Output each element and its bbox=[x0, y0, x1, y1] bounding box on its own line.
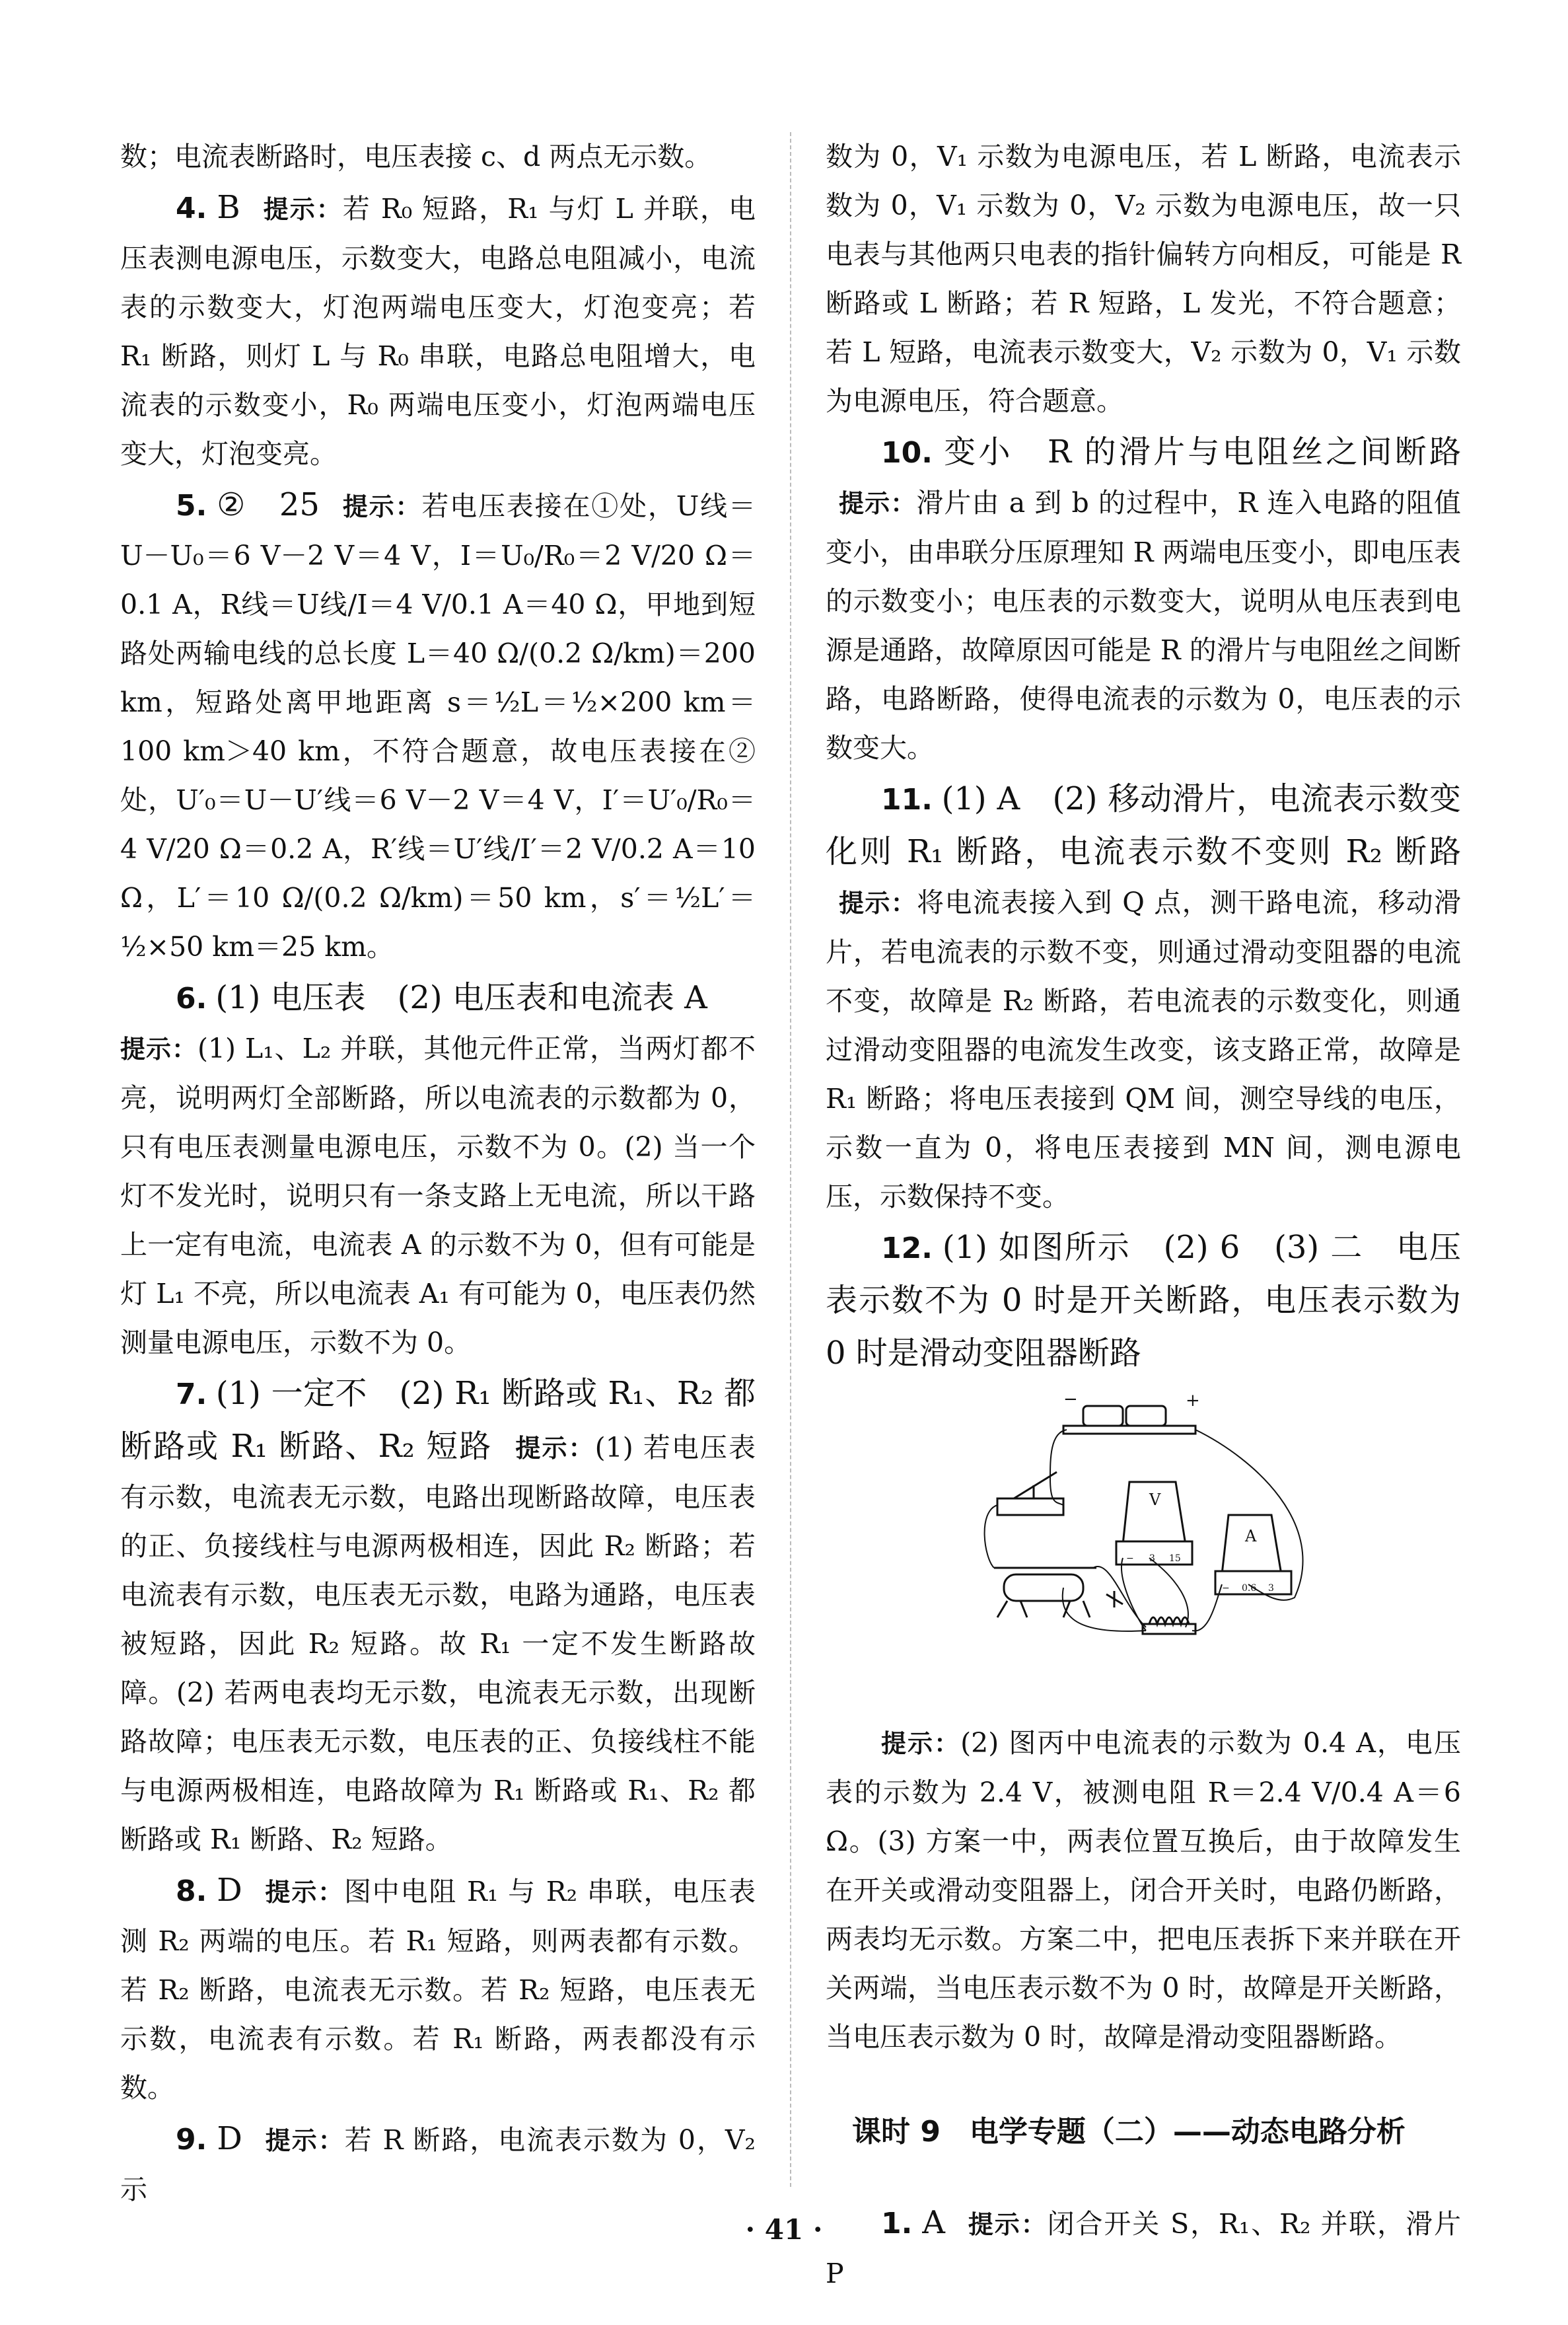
answer-item-4 bbox=[120, 181, 756, 478]
item-number: 6. bbox=[176, 982, 207, 1015]
hint-text: 若 R 断路，电流表示数为 0，V₂ 示 bbox=[120, 2124, 756, 2205]
hint-label: 提示： bbox=[120, 1035, 197, 1064]
item-number: 1. bbox=[881, 2207, 913, 2240]
answer-item-10 bbox=[826, 425, 1461, 772]
hint-label: 提示： bbox=[839, 889, 917, 918]
terminal-label: 0.6 bbox=[1242, 1583, 1257, 1594]
hint-text: 若 R₀ 短路，R₁ 与灯 L 并联，电压表测电源电压，示数变大，电路总电阻减小，电流表的示数变大，灯泡两端电压变大，灯泡变亮；若 R₁ 断路，则灯 L 与 R₀ 串联，电路总电阻增大，电流表的示数变小，R₀ 两端电压变小，灯泡两端电压变大，灯泡变亮。 bbox=[120, 193, 756, 470]
answer: ② 25 bbox=[217, 486, 320, 523]
answer-item-9 bbox=[120, 2112, 756, 2214]
continuation-text: 数为 0，V₁ 示数为电源电压，若 L 断路，电流表示数为 0，V₁ 示数为 0，V₂ 示数为电源电压，故一只电表与其他两只电表的指针偏转方向相反，可能是 R 断路或 L 断路；若 R 短路，L 发光，不符合题意；若 L 短路，电流表示数变大，V₂ 示数为 0，V₁ 示数为电源电压，符合题意。 bbox=[826, 141, 1461, 417]
ammeter bbox=[1215, 1515, 1291, 1594]
hint-label: 提示： bbox=[839, 489, 917, 518]
hint-label: 提示： bbox=[265, 2126, 345, 2155]
battery-plus-label: + bbox=[1186, 1391, 1200, 1411]
battery-box bbox=[1063, 1389, 1200, 1434]
hint-text: 图中电阻 R₁ 与 R₂ 串联，电压表测 R₂ 两端的电压。若 R₁ 短路，则两表都有示数。若 R₂ 断路，电流表无示数。若 R₂ 短路，电压表无示数，电流表有示数。若 R₁ 断路，两表都没有示数。 bbox=[120, 1876, 756, 2104]
answer-item-6 bbox=[120, 971, 756, 1367]
terminal-label: 3 bbox=[1149, 1553, 1155, 1564]
answer-item-11 bbox=[826, 772, 1461, 1221]
item-number: 12. bbox=[881, 1232, 933, 1265]
battery-minus-label: − bbox=[1063, 1389, 1078, 1409]
terminal-label: − bbox=[1126, 1553, 1134, 1564]
voltmeter-label: V bbox=[1149, 1491, 1161, 1509]
answer-item-7 bbox=[120, 1367, 756, 1864]
answer-item-5 bbox=[120, 478, 756, 971]
right-column bbox=[826, 132, 1461, 2298]
hint-label: 提示： bbox=[515, 1434, 595, 1463]
item-number: 10. bbox=[881, 436, 933, 470]
answer: (1) 一定不 (2) R₁ 断路或 R₁、R₂ 都断路或 R₁ 断路、R₂ 短路 bbox=[120, 1375, 756, 1465]
voltmeter bbox=[1116, 1482, 1192, 1565]
hint-text: 闭合开关 S，R₁、R₂ 并联，滑片 P bbox=[826, 2208, 1461, 2289]
hint-text: (2) 图丙中电流表的示数为 0.4 A，电压表的示数为 2.4 V，被测电阻 R＝2.4 V/0.4 A＝6 Ω。(3) 方案一中，两表位置互换后，由于故障发生在开关或滑动变阻器上，闭合开关时，电路仍断路，两表均无示数。方案二中，把电压表拆下来并联在开关两端，当电压表示数不为 0 时，故障是开关断路，当电压表示数为 0 时，故障是滑动变阻器断路。 bbox=[826, 1727, 1461, 2053]
hint-text: (1) 若电压表有示数，电流表无示数，电路出现断路故障，电压表的正、负接线柱与电源两极相连，因此 R₂ 断路；若电流表有示数，电压表无示数，电路为通路，电压表被短路，因此 R₂ 短路。故 R₁ 一定不发生断路故障。(2) 若两电表均无示数，电流表无示数，出现断路故障；电压表无示数，电压表的正、负接线柱不能与电源两极相连，电路故障为 R₁ 断路或 R₁、R₂ 都断路或 R₁ 断路、R₂ 短路。 bbox=[120, 1432, 756, 1855]
hint-text: 若电压表接在①处，U线＝U－U₀＝6 V－2 V＝4 V，I＝U₀/R₀＝2 V/20 Ω＝0.1 A，R线＝U线/I＝4 V/0.1 A＝40 Ω，甲地到短路处两输电线的总长度 L＝40 Ω/(0.2 Ω/km)＝200 km，短路处离甲地距离 s＝½L＝½×200 km＝100 km＞40 km，不符合题意，故电压表接在②处，U′₀＝U－U′线＝6 V－2 V＝4 V，I′＝U′₀/R₀＝4 V/20 Ω＝0.2 A，R′线＝U′线/I′＝2 V/0.2 A＝10 Ω，L′＝10 Ω/(0.2 Ω/km)＝50 km，s′＝½L′＝½×50 km＝25 km。 bbox=[120, 490, 756, 963]
terminal-label: 3 bbox=[1268, 1583, 1274, 1594]
hint-label: 提示： bbox=[263, 195, 343, 224]
hint-label: 提示： bbox=[342, 492, 422, 521]
answer: B bbox=[217, 189, 240, 226]
ammeter-label: A bbox=[1245, 1527, 1257, 1545]
answer: (1) A (2) 移动滑片，电流表示数变化则 R₁ 断路，电流表示数不变则 R₂ 断路 bbox=[826, 780, 1461, 870]
terminal-label: 15 bbox=[1169, 1553, 1181, 1564]
answer-item-1 bbox=[826, 2196, 1461, 2298]
page-number: · 41 · bbox=[745, 2213, 823, 2246]
hint-text: 将电流表接入到 Q 点，测干路电流，移动滑片，若电流表的示数不变，则通过滑动变阻器的电流不变，故障是 R₂ 断路，若电流表的示数变化，则通过滑动变阻器的电流发生改变，该支路正常，故障是 R₁ 断路；将电压表接到 QM 间，测空导线的电压，示数一直为 0，将电压表接到 MN 间，测电源电压，示数保持不变。 bbox=[826, 887, 1461, 1212]
column-divider bbox=[790, 132, 791, 2187]
item-number: 4. bbox=[176, 192, 207, 225]
answer: A bbox=[922, 2204, 945, 2241]
item-number: 9. bbox=[176, 2123, 207, 2157]
answer: (1) 如图所示 (2) 6 (3) 二 电压表示数不为 0 时是开关断路，电压表示数为 0 时是滑动变阻器断路 bbox=[826, 1229, 1461, 1372]
answer: (1) 电压表 (2) 电压表和电流表 A bbox=[215, 979, 707, 1016]
continuation-text: 数；电流表断路时，电压表接 c、d 两点无示数。 bbox=[120, 141, 712, 172]
answer-item-12 bbox=[826, 1221, 1461, 1380]
answer-item-8 bbox=[120, 1864, 756, 2112]
break-mark bbox=[1106, 1591, 1123, 1607]
section-title: 课时 9 电学专题（二）——动态电路分析 bbox=[852, 2115, 1406, 2149]
switch bbox=[997, 1472, 1063, 1515]
answer: 变小 R 的滑片与电阻丝之间断路 bbox=[944, 433, 1461, 470]
item-number: 8. bbox=[176, 1874, 207, 1908]
answer: D bbox=[217, 1872, 242, 1909]
hint-text: 滑片由 a 到 b 的过程中，R 连入电路的阻值变小，由串联分压原理知 R 两端电压变小，即电压表的示数变小；电压表的示数变大，说明从电压表到电源是通路，故障原因可能是 R 的滑片与电阻丝之间断路，电路断路，使得电流表的示数为 0，电压表的示数变大。 bbox=[826, 487, 1461, 764]
left-column bbox=[120, 132, 756, 2214]
rheostat bbox=[994, 1568, 1096, 1617]
item-number: 5. bbox=[176, 489, 207, 523]
item-number: 11. bbox=[881, 783, 933, 817]
answer: D bbox=[217, 2120, 242, 2157]
hint-label: 提示： bbox=[968, 2210, 1048, 2239]
answer-item-12-hint bbox=[826, 1718, 1461, 2061]
hint-label: 提示： bbox=[265, 1878, 344, 1907]
circuit-diagram bbox=[958, 1389, 1328, 1677]
hint-text: (1) L₁、L₂ 并联，其他元件正常，当两灯都不亮，说明两灯全部断路，所以电流表的示数都为 0，只有电压表测量电源电压，示数不为 0。(2) 当一个灯不发光时，说明只有一条支路上无电流，所以干路上一定有电流，电流表 A 的示数不为 0，但有可能是灯 L₁ 不亮，所以电流表 A₁ 有可能为 0，电压表仍然测量电源电压，示数不为 0。 bbox=[120, 1033, 756, 1358]
terminal-label: − bbox=[1222, 1583, 1230, 1594]
item-number: 7. bbox=[176, 1378, 207, 1411]
hint-label: 提示： bbox=[881, 1729, 961, 1758]
